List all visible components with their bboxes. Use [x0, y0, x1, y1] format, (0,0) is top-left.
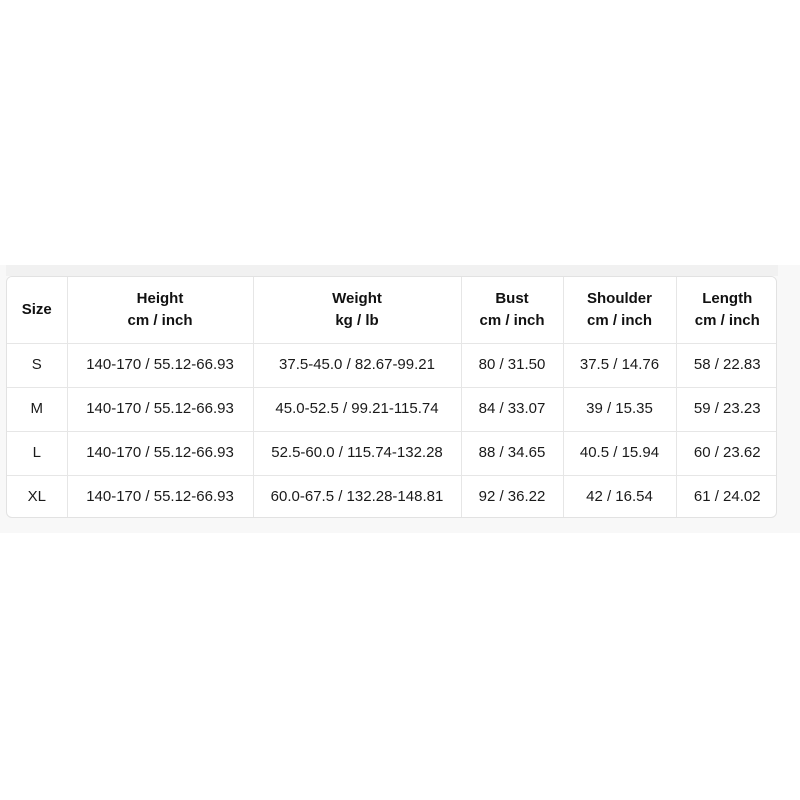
shoulder-cell: 42 / 16.54	[563, 475, 676, 518]
bust-cell: 80 / 31.50	[461, 343, 563, 387]
header-bust-label: Bust	[495, 289, 529, 307]
length-cell: 59 / 23.23	[676, 387, 777, 431]
header-height-unit: cm / inch	[127, 311, 193, 329]
header-size	[7, 277, 67, 343]
weight-cell: 60.0-67.5 / 132.28-148.81	[253, 475, 461, 518]
height-cell: 140-170 / 55.12-66.93	[67, 343, 253, 387]
header-length	[676, 277, 777, 343]
header-weight	[253, 277, 461, 343]
header-weight-label: Weight	[332, 289, 382, 307]
weight-cell: 52.5-60.0 / 115.74-132.28	[253, 431, 461, 475]
bust-cell: 92 / 36.22	[461, 475, 563, 518]
header-length-label: Length	[702, 289, 753, 307]
height-cell: 140-170 / 55.12-66.93	[67, 431, 253, 475]
table-row	[7, 475, 777, 518]
weight-cell: 37.5-45.0 / 82.67-99.21	[253, 343, 461, 387]
height-cell: 140-170 / 55.12-66.93	[67, 387, 253, 431]
height-cell: 140-170 / 55.12-66.93	[67, 475, 253, 518]
weight-cell: 45.0-52.5 / 99.21-115.74	[253, 387, 461, 431]
header-row	[7, 277, 777, 343]
header-shoulder-label: Shoulder	[586, 289, 652, 307]
length-cell: 61 / 24.02	[693, 488, 761, 506]
length-cell: 58 / 22.83	[676, 343, 777, 387]
table-top-strip	[6, 265, 778, 276]
shoulder-cell: 40.5 / 15.94	[563, 431, 676, 475]
size-cell: XL	[7, 475, 67, 518]
header-shoulder-unit: cm / inch	[586, 311, 653, 329]
table-row	[7, 343, 777, 387]
header-height	[67, 277, 253, 343]
header-shoulder	[563, 277, 676, 343]
header-bust	[461, 277, 563, 343]
header-height-label: Height	[136, 289, 184, 307]
bust-cell: 88 / 34.65	[461, 431, 563, 475]
size-chart-table	[7, 277, 777, 518]
header-length-unit: cm / inch	[694, 311, 760, 329]
header-weight-unit: kg / lb	[335, 311, 379, 329]
size-cell: M	[7, 387, 67, 431]
size-cell: L	[7, 431, 67, 475]
table-row	[7, 431, 777, 475]
header-bust-unit: cm / inch	[479, 311, 545, 329]
length-cell: 60 / 23.62	[676, 431, 777, 475]
header-size-label: Size	[21, 300, 52, 318]
size-chart	[6, 276, 777, 518]
size-cell: S	[7, 343, 67, 387]
shoulder-cell: 39 / 15.35	[563, 387, 676, 431]
table-row	[7, 387, 777, 431]
shoulder-cell: 37.5 / 14.76	[563, 343, 676, 387]
bust-cell: 84 / 33.07	[461, 387, 563, 431]
